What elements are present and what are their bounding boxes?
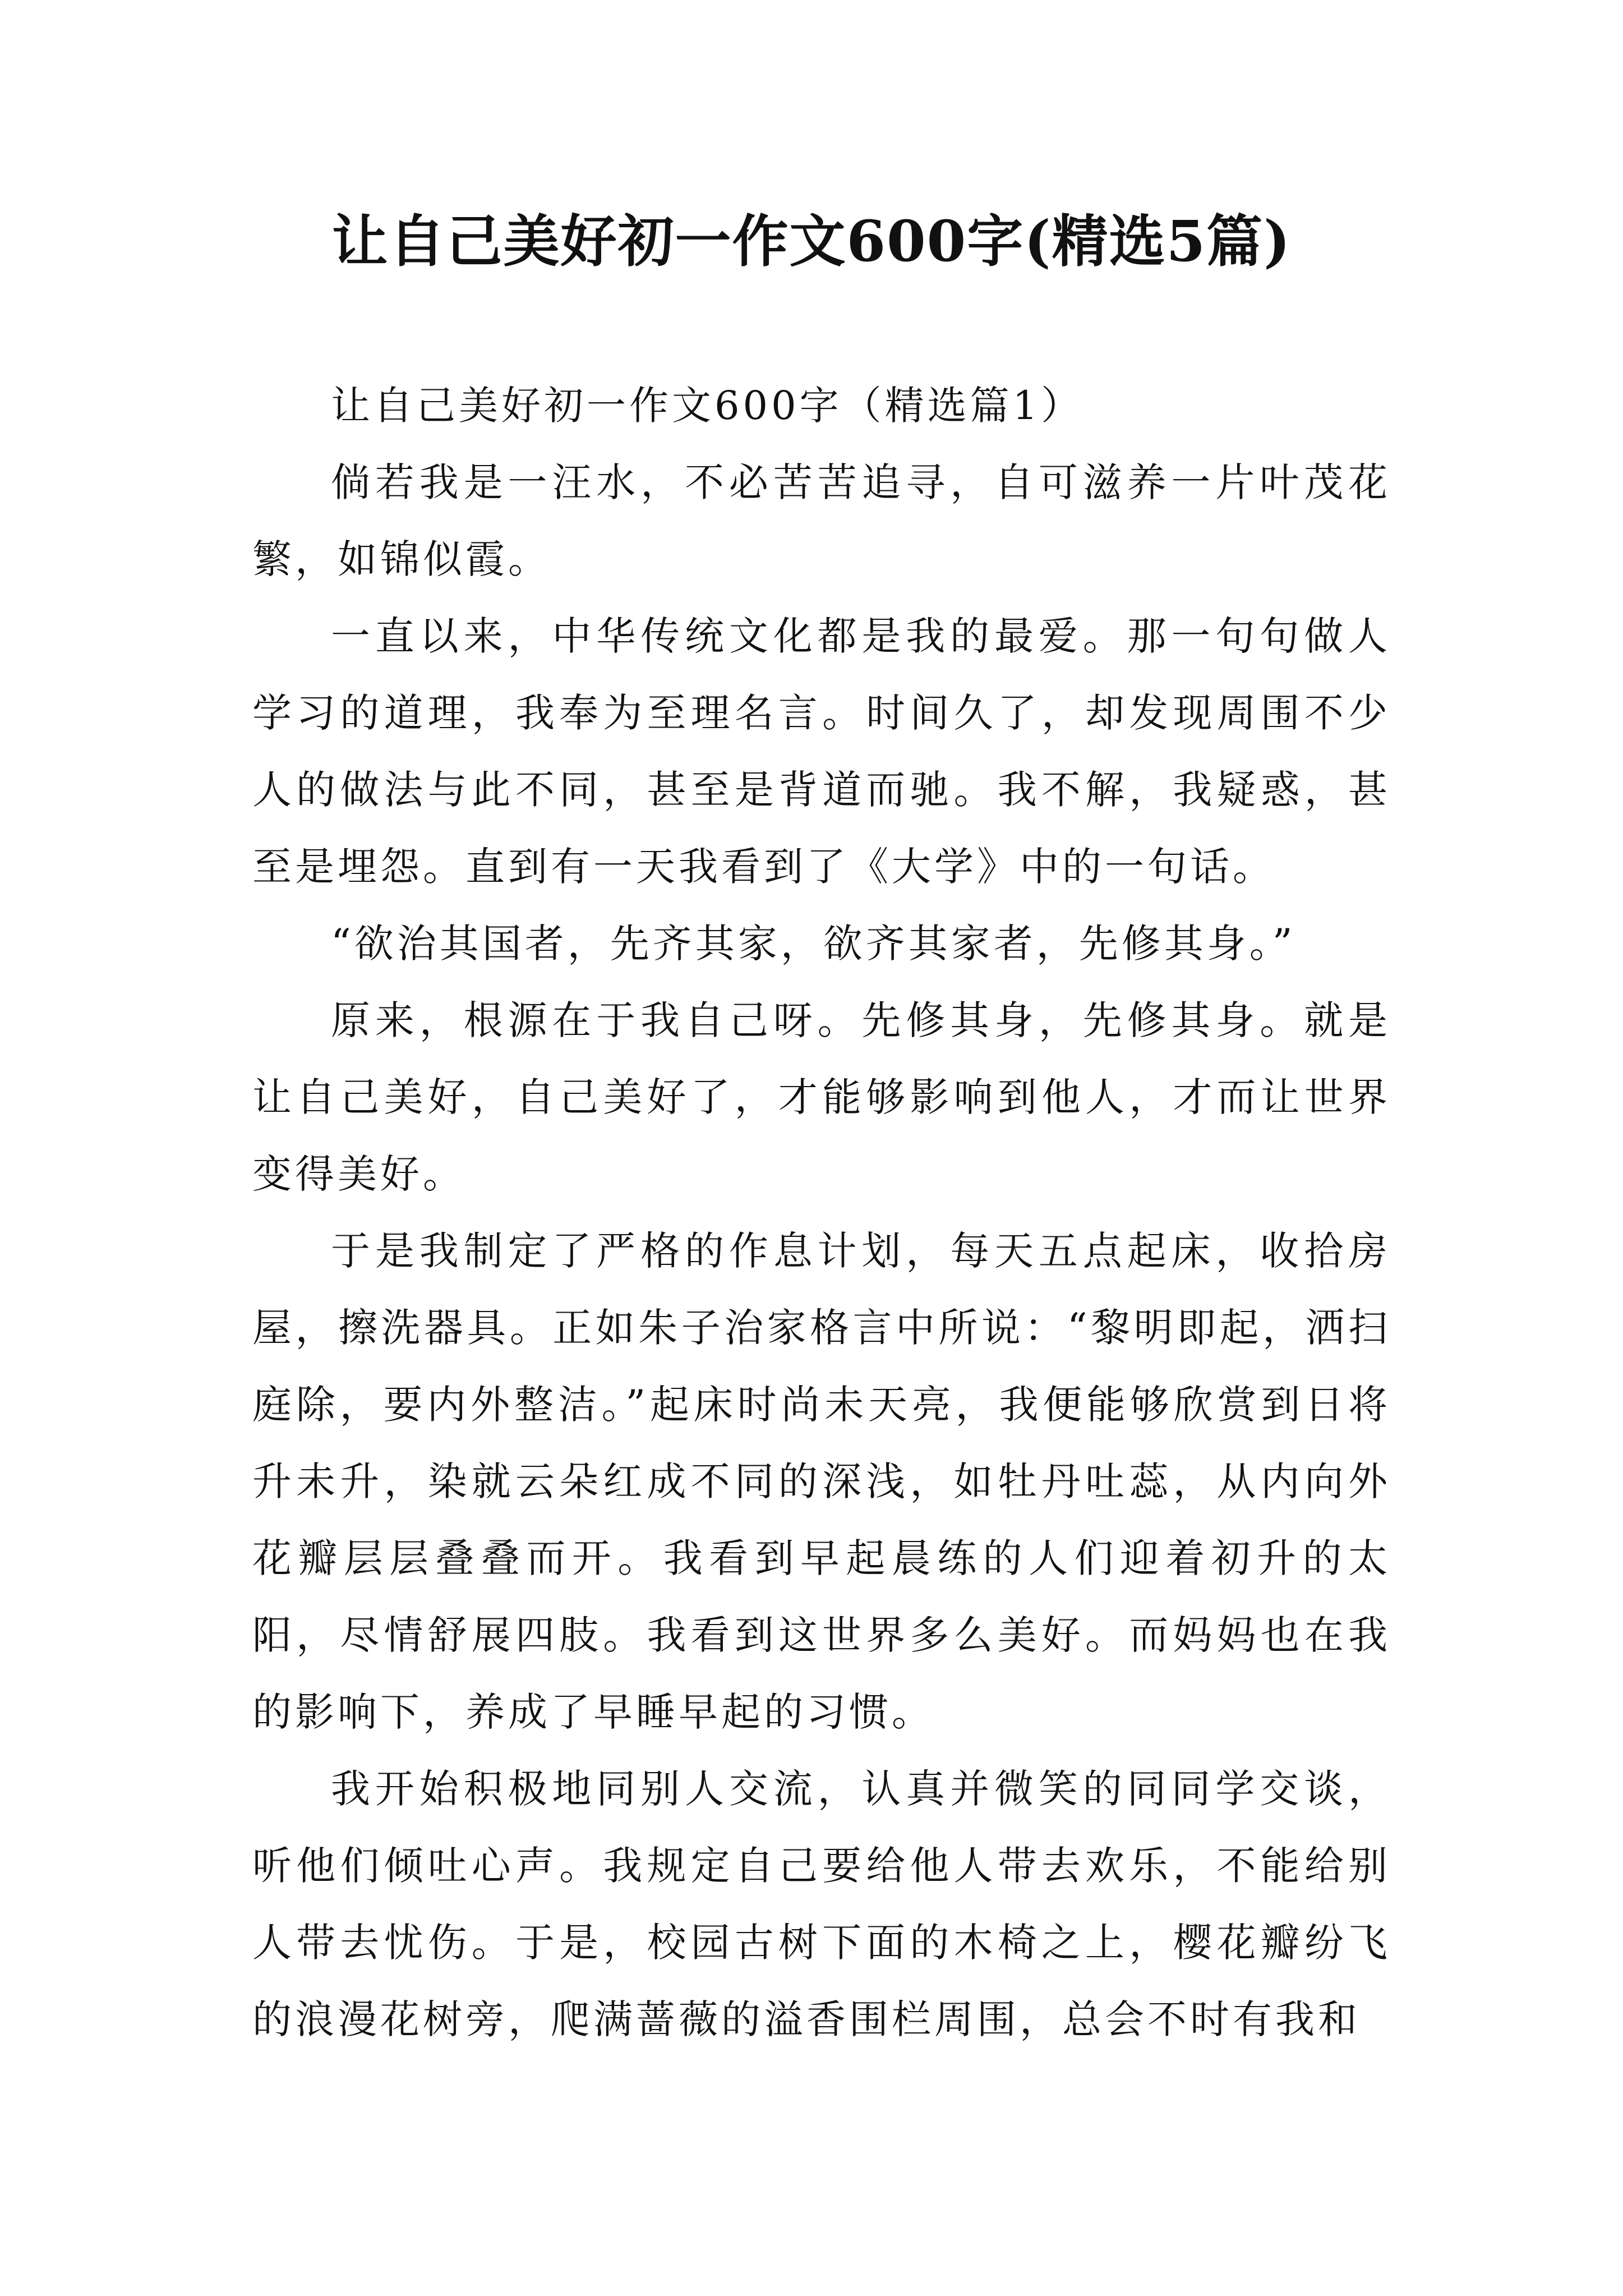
- paragraph: 我开始积极地同别人交流，认真并微笑的同同学交谈，听他们倾吐心声。我规定自己要给他人带去欢乐，不能给别人带去忧伤。于是，校园古树下面的木椅之上，樱花瓣纷飞的浪漫花树旁，爬满蔷薇的溢香围栏周围，总会不时有我和: [252, 1766, 1391, 2042]
- document-body: [252, 367, 1391, 2058]
- paragraph: 于是我制定了严格的作息计划，每天五点起床，收拾房屋，擦洗器具。正如朱子治家格言中所说：“黎明即起，洒扫庭除，要内外整洁。”起床时尚未天亮，我便能够欣赏到日将升未升，染就云朵红成不同的深浅，如牡丹吐蕊，从内向外花瓣层层叠叠而开。我看到早起晨练的人们迎着初升的太阳，尽情舒展四肢。我看到这世界多么美好。而妈妈也在我的影响下，养成了早睡早起的习惯。: [252, 1228, 1391, 1735]
- section-heading: 让自己美好初一作文600字（精选篇1）: [331, 383, 1084, 429]
- document-title: 让自己美好初一作文600字(精选5篇): [331, 208, 1292, 274]
- quote-paragraph: “欲治其国者，先齐其家，欲齐其家者，先修其身。”: [331, 921, 1296, 967]
- paragraph: 一直以来，中华传统文化都是我的最爱。那一句句做人学习的道理，我奉为至理名言。时间久了，却发现周围不少人的做法与此不同，甚至是背道而驰。我不解，我疑惑，甚至是埋怨。直到有一天我看到了《大学》中的一句话。: [252, 613, 1391, 890]
- paragraph: 倘若我是一汪水，不必苦苦追寻，自可滋养一片叶茂花繁，如锦似霞。: [252, 459, 1391, 582]
- paragraph: 原来，根源在于我自己呀。先修其身，先修其身。就是让自己美好，自己美好了，才能够影响到他人，才而让世界变得美好。: [252, 997, 1391, 1197]
